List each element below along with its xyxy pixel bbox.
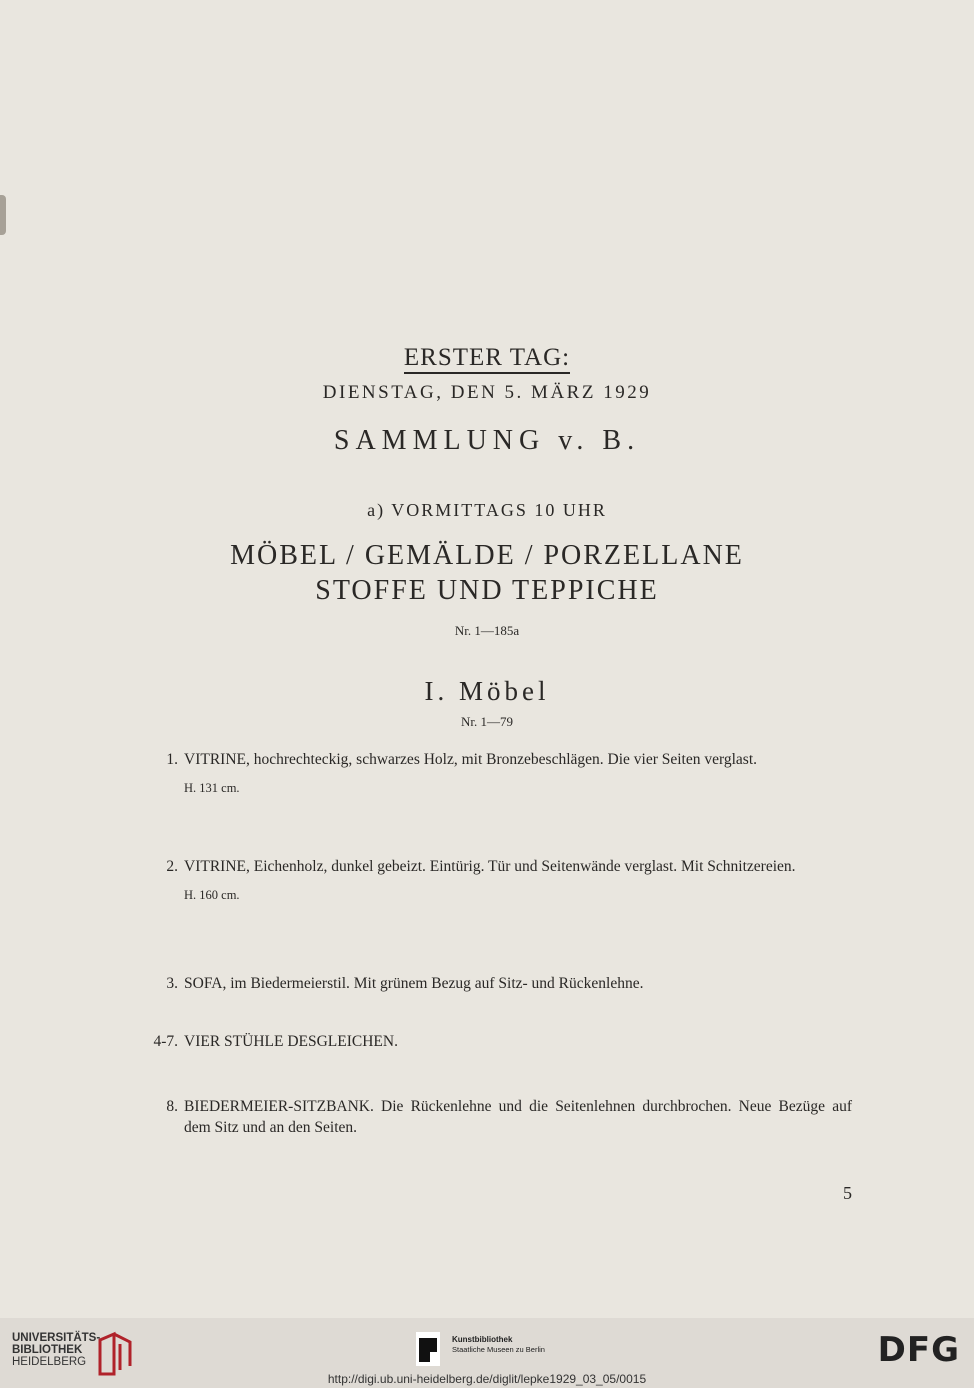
entry-height: H. 131 cm.	[184, 781, 240, 795]
day-heading: ERSTER TAG:	[0, 344, 974, 372]
catalog-entry	[166, 856, 852, 906]
entry-text: SOFA, im Biedermeierstil. Mit grünem Bezug auf Sitz- und Rückenlehne.	[184, 975, 644, 992]
entry-text: VITRINE, hochrechteckig, schwarzes Holz, mit Bronzebeschlägen. Die vier Seiten verglast.	[184, 751, 758, 768]
lot-range: Nr. 1—185a	[454, 623, 520, 638]
ub-heidelberg-label: UNIVERSITÄTS- BIBLIOTHEK HEIDELBERG	[12, 1332, 101, 1368]
entry-height: H. 160 cm.	[184, 888, 240, 902]
entry-text: VITRINE, Eichenholz, dunkel gebeizt. Eintürig. Tür und Seitenwände verglast. Mit Schnitzereien.	[184, 858, 796, 875]
dfg-logo: DFG	[877, 1330, 960, 1370]
entry-number: 1.	[166, 751, 178, 768]
entry-number: 3.	[166, 975, 178, 992]
catalog-entry	[153, 1031, 852, 1052]
section-title: I. Möbel	[424, 676, 550, 706]
ub-heidelberg-logo-icon	[96, 1330, 136, 1378]
entry-number: 8.	[166, 1098, 178, 1115]
source-url[interactable]: http://digi.ub.uni-heidelberg.de/diglit/lepke1929_03_05/0015	[327, 1372, 647, 1386]
catalog-entry	[166, 973, 852, 994]
section-lot-range: Nr. 1—79	[461, 714, 513, 729]
catalog-entry	[166, 1096, 852, 1138]
entry-number: 2.	[166, 858, 178, 875]
category-heading-line2: STOFFE UND TEPPICHE	[315, 575, 659, 606]
catalog-entry	[166, 749, 852, 799]
page-edge-mark	[0, 195, 6, 235]
date-heading: DIENSTAG, DEN 5. MÄRZ 1929	[322, 382, 652, 403]
collection-heading: SAMMLUNG v. B.	[333, 425, 641, 456]
session-heading: a) VORMITTAGS 10 UHR	[367, 500, 607, 520]
entry-number: 4-7.	[153, 1033, 178, 1050]
page-number: 5	[843, 1183, 852, 1203]
category-heading-line1: MÖBEL / GEMÄLDE / PORZELLANE	[230, 540, 744, 571]
digitization-footer	[0, 1318, 974, 1388]
entry-text: VIER STÜHLE DESGLEICHEN.	[184, 1033, 398, 1050]
kunstbibliothek-logo-icon	[416, 1332, 440, 1366]
entry-text: BIEDERMEIER-SITZBANK. Die Rückenlehne und die Seitenlehnen durchbrochen. Neue Bezüge auf dem Sitz und an den Seiten.	[184, 1098, 852, 1136]
kunstbibliothek-label: Kunstbibliothek Staatliche Museen zu Berlin	[452, 1335, 545, 1354]
